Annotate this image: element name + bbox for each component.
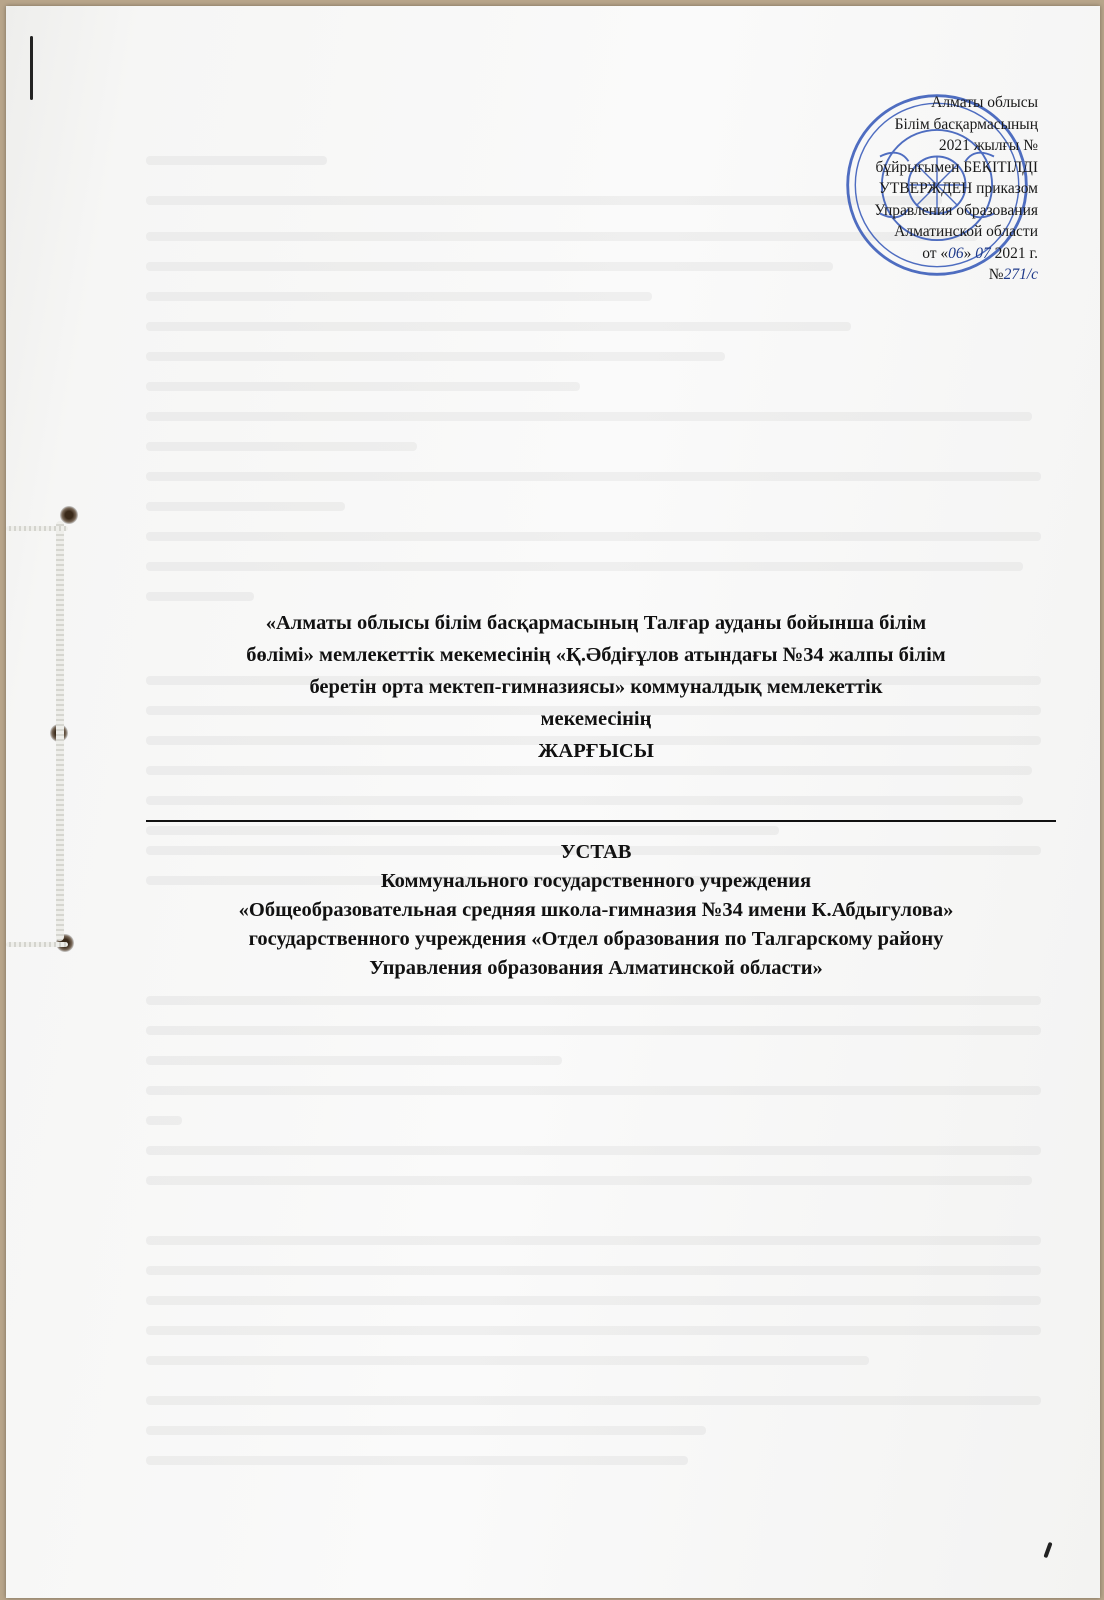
kazakh-title-heading: ЖАРҒЫСЫ [538, 740, 654, 762]
binding-string-tail [6, 526, 68, 531]
document-page [6, 6, 1100, 1598]
number-value: 271/с [1003, 266, 1038, 283]
pen-mark [1043, 1542, 1052, 1558]
russian-title-line: Коммунального государственного учреждения [380, 870, 812, 892]
date-mid: » [963, 244, 976, 262]
approval-line: бұйрығымен БЕКІТІЛДІ [875, 158, 1038, 176]
approval-block [798, 92, 1038, 286]
russian-title-line: Управления образования Алматинской области» [369, 957, 823, 979]
russian-title [126, 838, 1066, 983]
kazakh-title-line: «Алматы облысы білім басқармасының Талғар ауданы бойынша білім [265, 612, 927, 634]
approval-line: 2021 жылғы № [938, 137, 1038, 154]
approval-number [798, 264, 1038, 286]
russian-title-heading: УСТАВ [560, 841, 632, 863]
kazakh-title-line: беретін орта мектеп-гимназиясы» коммуналдық мемлекеттік [309, 676, 883, 698]
approval-line: Білім басқармасының [894, 115, 1038, 133]
kazakh-title-line: мекемесінің [540, 708, 652, 730]
approval-line: Алматы облысы [931, 94, 1038, 111]
kazakh-title-line: бөлімі» мемлекеттік мекемесінің «Қ.Әбдіғұлов атындағы №34 жалпы білім [246, 644, 946, 666]
number-prefix: № [988, 266, 1004, 283]
approval-line: Управления образования [874, 201, 1038, 219]
russian-title-line: государственного учреждения «Отдел образования по Талгарскому району [248, 928, 944, 950]
date-prefix: от « [922, 244, 949, 262]
date-day: 06 [948, 244, 964, 262]
date-suffix: 2021 г. [990, 244, 1038, 262]
date-month: 07 [975, 244, 991, 262]
kazakh-title [146, 607, 1046, 767]
binding-string-tail [6, 942, 68, 947]
approval-line: Алматинской области [894, 223, 1038, 240]
approval-date [798, 243, 1038, 265]
approval-line: УТВЕРЖДЕН приказом [878, 180, 1038, 197]
russian-title-line: «Общеобразовательная средняя школа-гимназия №34 имени К.Абдыгулова» [238, 899, 954, 921]
binding-string [56, 521, 64, 941]
divider-line [146, 820, 1056, 822]
binding-clip-mark [30, 36, 33, 100]
